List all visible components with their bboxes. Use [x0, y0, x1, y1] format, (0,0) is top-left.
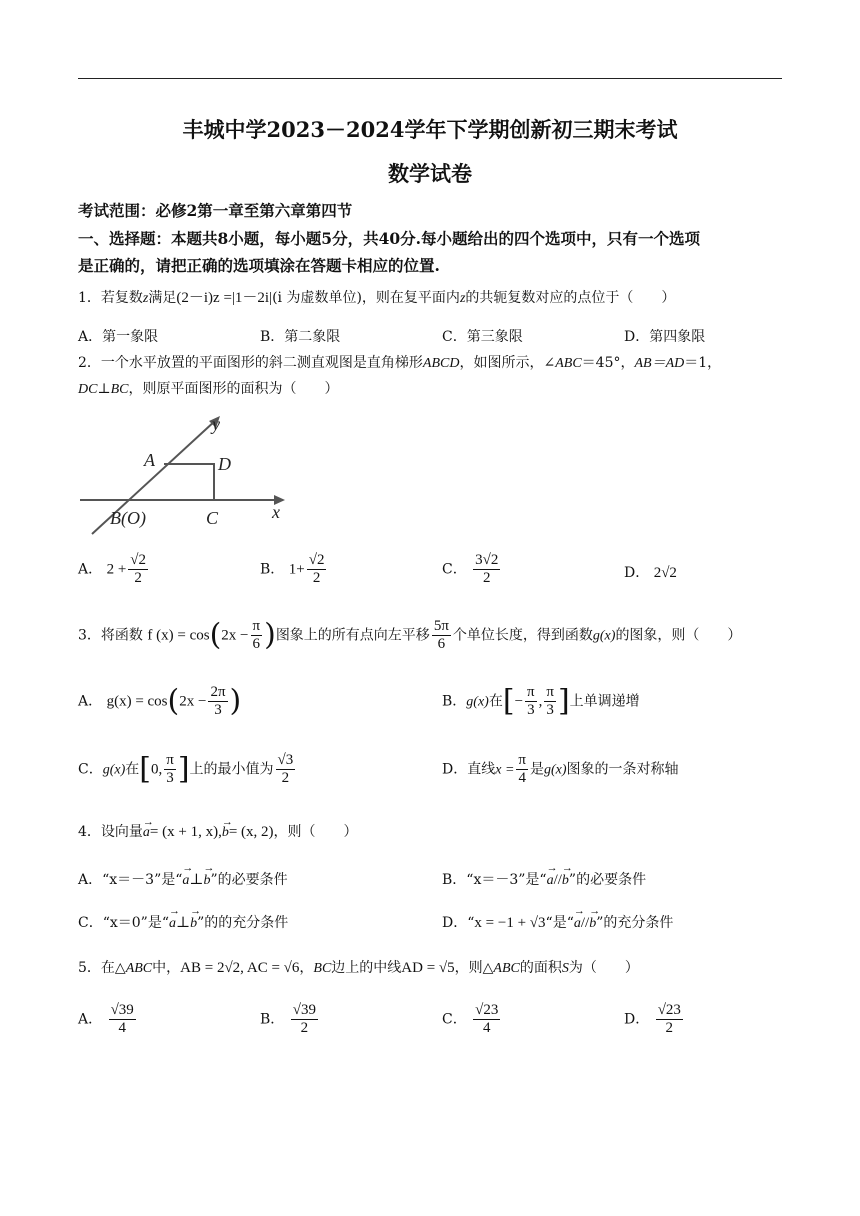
q2-option-d[interactable]: D． 2√2 — [624, 565, 677, 581]
label-y: y — [212, 414, 220, 434]
q1-option-a[interactable]: A．第一象限 — [78, 329, 159, 345]
q5-option-d[interactable]: D． $\frac{√23}{2}$ — [624, 1002, 681, 1036]
q1-option-d[interactable]: D．第四象限 — [624, 329, 706, 345]
question-1: 1．若复数z满足(2－i)z =|1－2i|(i 为虚数单位)，则在复平面内z的共轭复数对应的点位于（ ） — [78, 290, 676, 306]
q3-option-c[interactable]: C．g(x)在[0, $\frac{\pi}{3}$ ]上的最小值为 $\frac{√3}{2}$ — [78, 751, 294, 787]
label-c: C — [206, 508, 219, 528]
q4-option-a[interactable]: A．“x＝－3”是“→ a⊥→ b”的必要条件 — [78, 869, 288, 889]
label-b-o: B(O) — [110, 508, 146, 528]
q1-option-b[interactable]: B．第二象限 — [260, 329, 341, 345]
q4-option-b[interactable]: B．“x＝－3”是“→ a//→ b”的必要条件 — [442, 869, 646, 889]
label-a: A — [144, 450, 155, 470]
q1-option-c[interactable]: C．第三象限 — [442, 329, 523, 345]
q4-option-d[interactable]: D．“x = −1 + √3“是“→ a//→ b”的充分条件 — [442, 912, 673, 932]
question-2-line1: 2．一个水平放置的平面图形的斜二测直观图是直角梯形ABCD，如图所示，∠ABC＝45°，AB＝AD＝1， — [78, 355, 722, 371]
exam-subtitle: 数学试卷 — [388, 161, 472, 186]
q4-option-c[interactable]: C．“x＝0”是“→ a⊥→ b”的的充分条件 — [78, 912, 288, 932]
label-d: D — [218, 454, 231, 474]
q5-option-c[interactable]: C． $\frac{√23}{4}$ — [442, 1002, 499, 1036]
exam-scope: 考试范围：必修2第一章至第六章第四节 — [78, 201, 353, 220]
q5-option-a[interactable]: A． $\frac{√39}{4}$ — [78, 1002, 134, 1036]
q2-option-b[interactable]: B． 1+ $\frac{√2}{2}$ — [260, 552, 325, 586]
trapezoid-figure — [78, 408, 298, 538]
q3-option-a[interactable]: A． g(x) = cos(2x − $\frac{2\pi}{3}$ ) — [78, 683, 242, 719]
q3-option-b[interactable]: B．g(x)在[− $\frac{\pi}{3}$ , $\frac{\pi}{3}$ ]上单调递增 — [442, 683, 640, 719]
q5-option-b[interactable]: B． $\frac{√39}{2}$ — [260, 1002, 316, 1036]
question-4: 4．设向量→ a= (x + 1, x),→ b= (x, 2)，则（ ） — [78, 821, 358, 844]
question-2-line2: DC⊥BC，则原平面图形的面积为（ ） — [78, 381, 339, 397]
question-5: 5．在△ABC中，AB = 2√2, AC = √6，BC边上的中线AD = √5，则△ABC的面积S为（ ） — [78, 960, 639, 976]
q2-option-a[interactable]: A． 2 + $\frac{√2}{2}$ — [78, 552, 147, 586]
q2-option-c[interactable]: C． $\frac{3√2}{2}$ — [442, 552, 499, 586]
label-x: x — [272, 502, 280, 522]
header-rule — [78, 78, 782, 79]
section-heading-line2: 是正确的，请把正确的选项填涂在答题卡相应的位置. — [78, 256, 440, 275]
question-3: 3．将函数 f (x) = cos(2x − $\frac{\pi}{6}$ )图象上的所有点向左平移 $\frac{5\pi}{6}$ 个单位长度，得到函数g(x)的图象，则（ ） — [78, 617, 742, 653]
q3-option-d[interactable]: D．直线x = $\frac{\pi}{4}$ 是g(x)图象的一条对称轴 — [442, 752, 679, 786]
exam-title: 丰城中学2023－2024学年下学期创新初三期末考试 — [182, 117, 678, 142]
section-heading-line1: 一、选择题：本题共8小题，每小题5分，共40分.每小题给出的四个选项中，只有一个选项 — [78, 229, 701, 248]
trapezoid-edges — [164, 464, 214, 500]
